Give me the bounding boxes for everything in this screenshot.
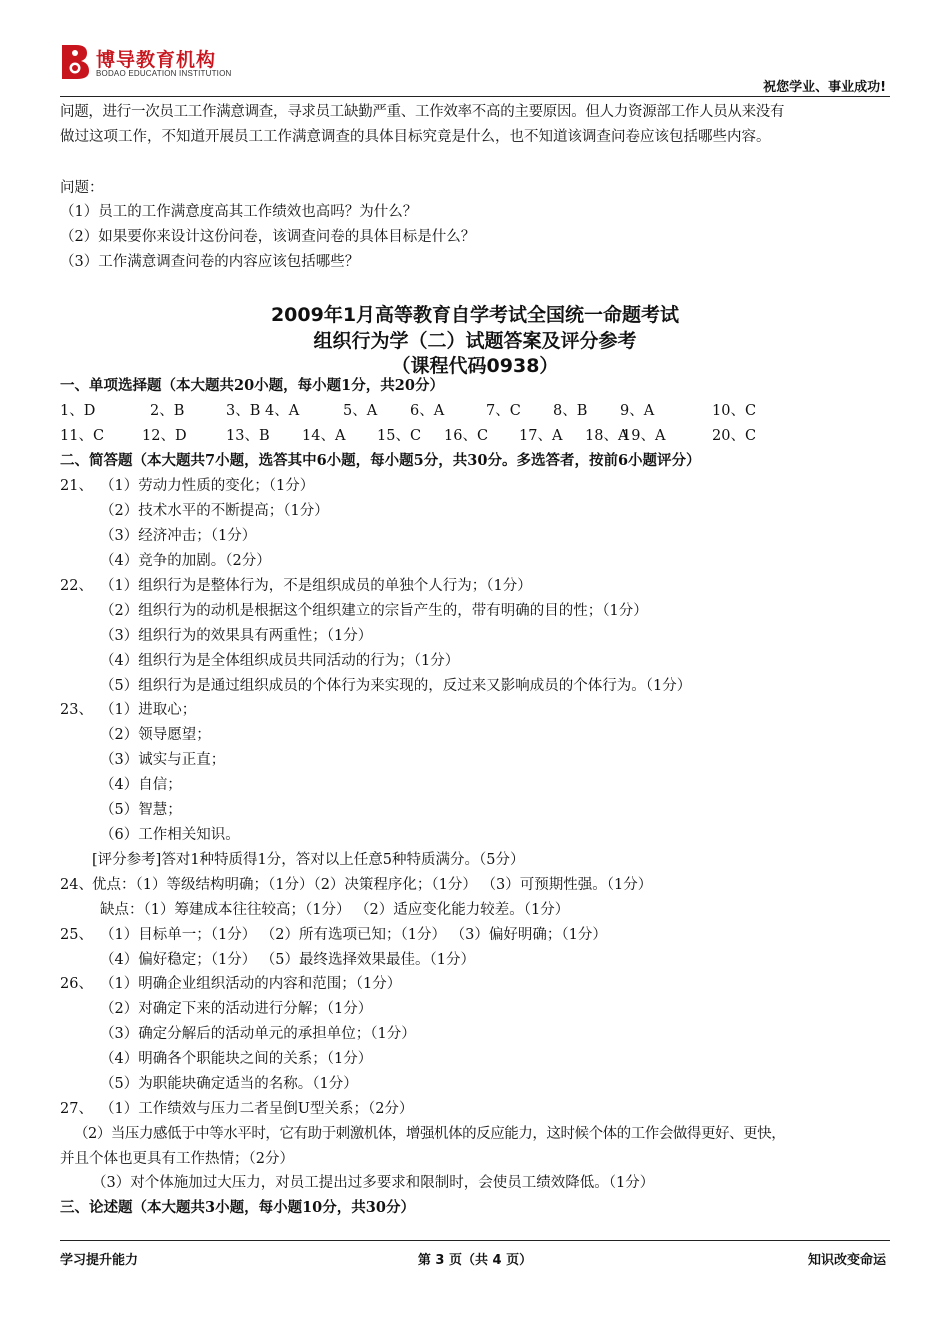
answer-choice: 13、B xyxy=(226,428,270,444)
answer-line: （6）工作相关知识。 xyxy=(100,827,240,843)
answer-line: （2）技术水平的不断提高；（1分） xyxy=(100,503,329,519)
footer-left: 学习提升能力 xyxy=(60,1253,139,1268)
answer-choice: 14、A xyxy=(302,428,346,444)
answer-choice: 6、A xyxy=(410,403,445,419)
question-number: 22、 xyxy=(60,578,93,594)
question-number: 24、 xyxy=(60,877,93,893)
page-number: 第 3 页（共 4 页） xyxy=(417,1253,533,1268)
answer-line: （2）当压力感低于中等水平时，它有助于刺激机体，增强机体的反应能力，这时候个体的工作会做得更好、更快， xyxy=(74,1126,786,1142)
footer-right: 知识改变命运 xyxy=(807,1253,886,1268)
answer-choice: 1、D xyxy=(60,403,96,419)
section-heading: 一、单项选择题（本大题共20小题，每小题1分，共20分） xyxy=(60,377,444,394)
answer-line: （1）劳动力性质的变化；（1分） xyxy=(100,478,315,494)
answer-choice: 16、C xyxy=(444,428,489,444)
answer-line: 并且个体也更具有工作热情；（2分） xyxy=(60,1151,294,1167)
answer-line: （1）进取心； xyxy=(100,702,197,718)
answer-line: （1）组织行为是整体行为，不是组织成员的单独个人行为；（1分） xyxy=(100,578,532,594)
section-heading: 三、论述题（本大题共3小题，每小题10分，共30分） xyxy=(60,1199,415,1216)
answer-choice: 19、A xyxy=(622,428,666,444)
logo-icon xyxy=(60,44,90,80)
answer-choice: 7、C xyxy=(486,403,521,419)
exam-subtitle: 组织行为学（二）试题答案及评分参考 xyxy=(313,330,637,352)
answer-line: （4）自信； xyxy=(100,777,182,793)
intro-line: 做过这项工作，不知道开展员工工作满意调查的具体目标究竟是什么，也不知道该调查问卷应该包括哪些内容。 xyxy=(60,129,771,145)
answer-choice: 12、D xyxy=(142,428,187,444)
answer-line: （4）组织行为是全体组织成员共同活动的行为；（1分） xyxy=(100,653,460,669)
answer-line: （3）对个体施加过大压力，对员工提出过多要求和限制时，会使员工绩效降低。（1分） xyxy=(92,1175,655,1191)
logo-subtitle: BODAO EDUCATION INSTITUTION xyxy=(96,69,232,78)
answer-choice: 5、A xyxy=(343,403,378,419)
scoring-note: [评分参考]答对1种特质得1分，答对以上任意5种特质满分。（5分） xyxy=(92,852,525,868)
answer-line: （3）经济冲击；（1分） xyxy=(100,528,257,544)
course-code: （课程代码0938） xyxy=(391,355,559,377)
question-number: 27、 xyxy=(60,1101,93,1117)
answer-choice: 11、C xyxy=(60,428,105,444)
answer-line: （5）为职能块确定适当的名称。（1分） xyxy=(100,1076,358,1092)
answer-line: （4）偏好稳定；（1分） （5）最终选择效果最佳。（1分） xyxy=(100,952,476,968)
header-slogan: 祝您学业、事业成功! xyxy=(763,80,886,95)
logo-text: 博导教育机构 xyxy=(96,49,217,71)
answer-line: （2）对确定下来的活动进行分解；（1分） xyxy=(100,1001,373,1017)
answer-line: （4）竞争的加剧。（2分） xyxy=(100,553,271,569)
questions-heading: 问题： xyxy=(60,180,104,196)
answer-choice: 15、C xyxy=(377,428,422,444)
answer-line: （2）领导愿望； xyxy=(100,727,211,743)
answer-choice: 8、B xyxy=(553,403,588,419)
answer-line: （3）确定分解后的活动单元的承担单位；（1分） xyxy=(100,1026,416,1042)
answer-choice: 2、B xyxy=(150,403,185,419)
question-item: （2）如果要你来设计这份问卷，该调查问卷的具体目标是什么？ xyxy=(60,229,476,245)
footer-rule xyxy=(60,1240,890,1241)
section-heading: 二、简答题（本大题共7小题，选答其中6小题，每小题5分，共30分。多选答者，按前6小题评分） xyxy=(60,452,701,469)
answer-line: （4）明确各个职能块之间的关系；（1分） xyxy=(100,1051,373,1067)
answer-line: （5）智慧； xyxy=(100,802,182,818)
question-item: （3）工作满意调查问卷的内容应该包括哪些？ xyxy=(60,254,360,270)
answer-line: （2）组织行为的动机是根据这个组织建立的宗旨产生的，带有明确的目的性；（1分） xyxy=(100,603,648,619)
answer-line: 缺点：（1）筹建成本往往较高；（1分） （2）适应变化能力较差。（1分） xyxy=(100,902,570,918)
answer-choice: 9、A xyxy=(620,403,655,419)
answer-choice: 17、A xyxy=(519,428,563,444)
answer-line: （3）诚实与正直； xyxy=(100,752,226,768)
question-number: 25、 xyxy=(60,927,93,943)
answer-line: （1）目标单一；（1分） （2）所有选项已知；（1分） （3）偏好明确；（1分） xyxy=(100,927,607,943)
question-number: 23、 xyxy=(60,702,93,718)
answer-choice: 4、A xyxy=(265,403,300,419)
answer-choice: 20、C xyxy=(712,428,757,444)
intro-line: 问题，进行一次员工工作满意调查，寻求员工缺勤严重、工作效率不高的主要原因。但人力资源部工作人员从来没有 xyxy=(60,104,785,120)
answer-line: （1）明确企业组织活动的内容和范围；（1分） xyxy=(100,976,402,992)
exam-title: 2009年1月高等教育自学考试全国统一命题考试 xyxy=(270,304,680,326)
answer-line: （5）组织行为是通过组织成员的个体行为来实现的，反过来又影响成员的个体行为。（1分） xyxy=(100,678,692,694)
answer-line: 优点：（1）等级结构明确；（1分）（2）决策程序化；（1分） （3）可预期性强。（1分） xyxy=(92,877,653,893)
answer-choice: 18、A xyxy=(585,428,629,444)
answer-choice: 3、B xyxy=(226,403,261,419)
question-number: 26、 xyxy=(60,976,93,992)
answer-line: （1）工作绩效与压力二者呈倒U型关系；（2分） xyxy=(100,1101,414,1117)
answer-choice: 10、C xyxy=(712,403,757,419)
header-rule xyxy=(60,96,890,97)
question-item: （1）员工的工作满意度高其工作绩效也高吗？为什么？ xyxy=(60,204,418,220)
question-number: 21、 xyxy=(60,478,93,494)
answer-line: （3）组织行为的效果具有两重性；（1分） xyxy=(100,628,373,644)
